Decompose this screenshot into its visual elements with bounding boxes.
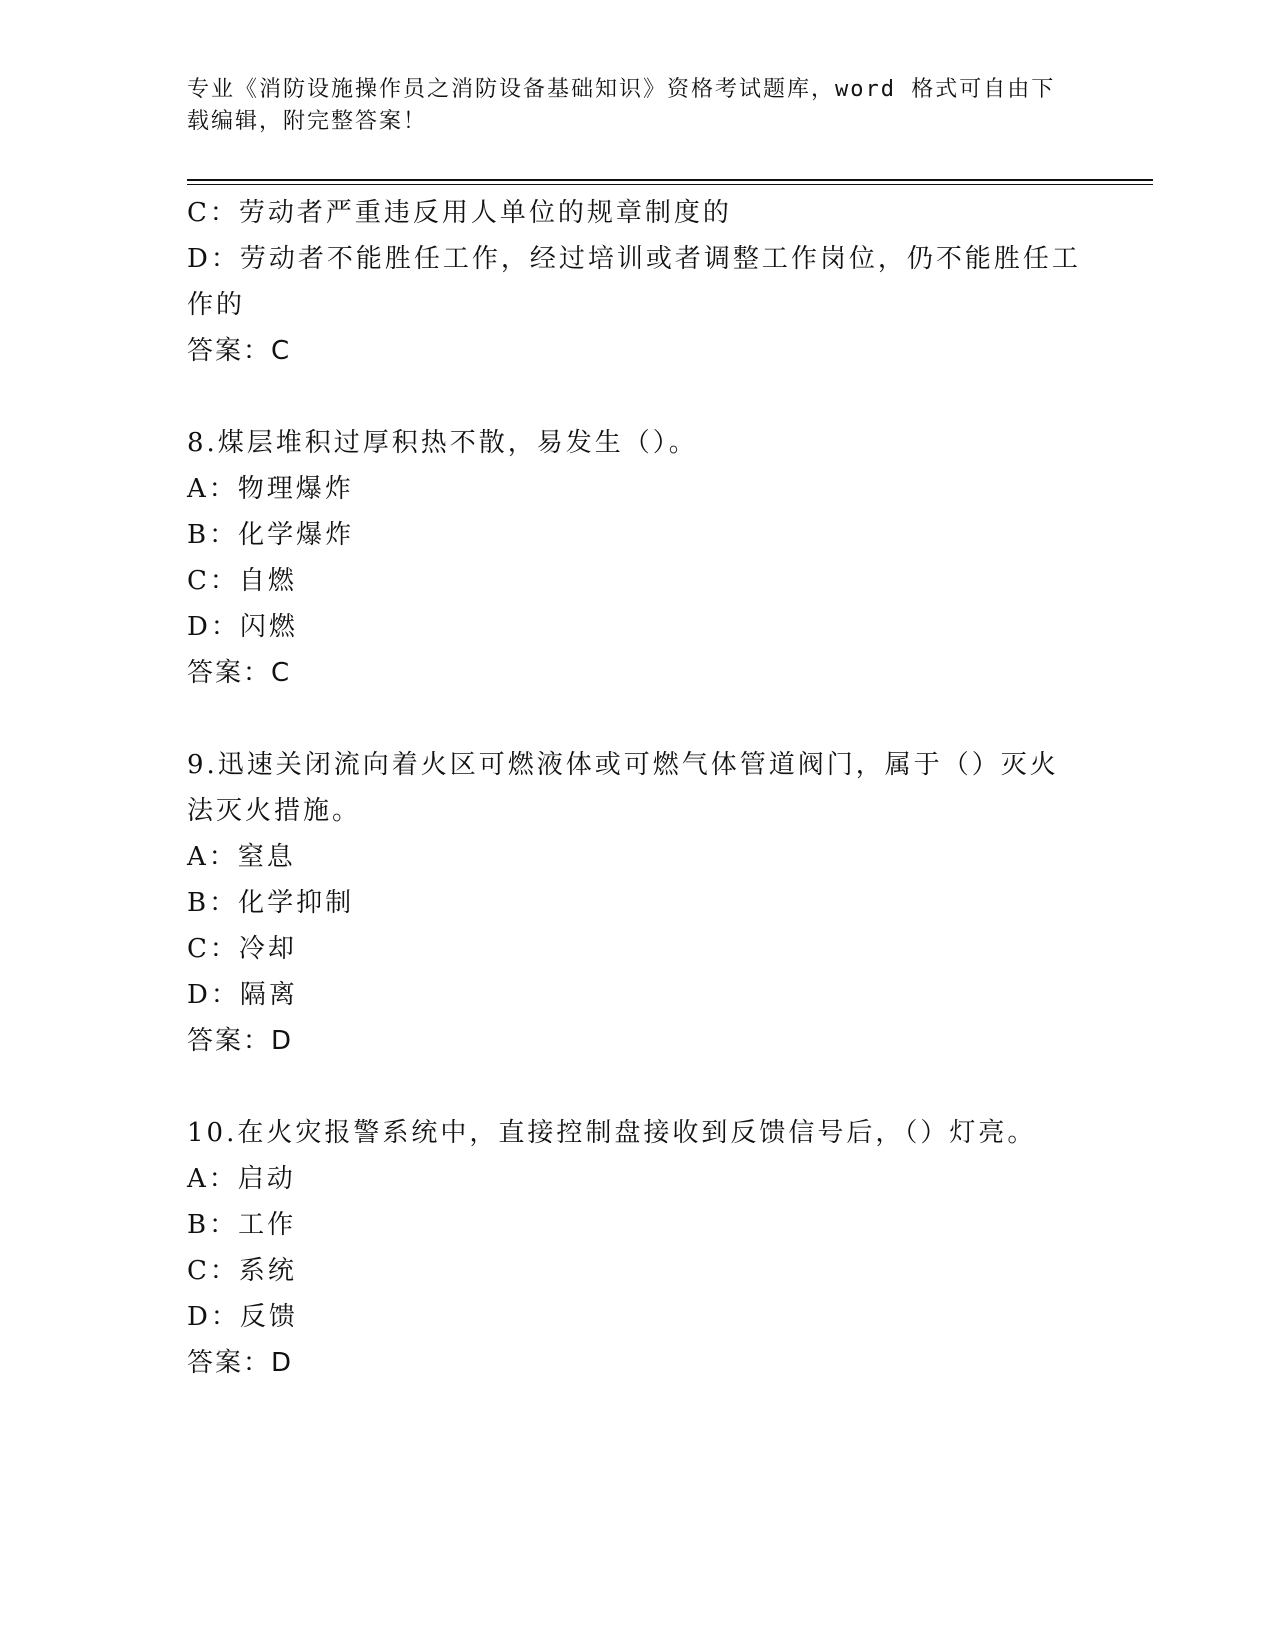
option-b: B：化学抑制 <box>187 888 355 918</box>
option-a: A：物理爆炸 <box>187 474 354 504</box>
question-8 <box>187 420 1087 696</box>
spacer <box>187 696 1087 742</box>
option-c: C：冷却 <box>187 934 297 964</box>
header-divider-thin <box>187 184 1153 185</box>
previous-question-tail <box>187 190 1087 374</box>
spacer <box>187 374 1087 420</box>
spacer <box>187 1064 1087 1110</box>
answer-line: 答案：D <box>187 1026 294 1056</box>
option-d: D：反馈 <box>187 1302 298 1332</box>
option-c: C：劳动者严重违反用人单位的规章制度的 <box>187 198 732 228</box>
question-stem-continued: 法灭火措施。 <box>187 796 362 826</box>
option-c: C：自燃 <box>187 566 297 596</box>
option-d: D：劳动者不能胜任工作，经过培训或者调整工作岗位，仍不能胜任工 <box>187 244 1081 274</box>
document-header <box>187 74 1067 138</box>
question-content <box>187 190 1087 1386</box>
header-line-1: 专业《消防设施操作员之消防设备基础知识》资格考试题库，word 格式可自由下 <box>187 77 1056 102</box>
option-b: B：化学爆炸 <box>187 520 355 550</box>
option-c: C：系统 <box>187 1256 297 1286</box>
option-a: A：窒息 <box>187 842 296 872</box>
header-divider-thick <box>187 179 1153 181</box>
question-10 <box>187 1110 1087 1386</box>
option-d: D：隔离 <box>187 980 298 1010</box>
question-9 <box>187 742 1087 1064</box>
question-stem: 10.在火灾报警系统中，直接控制盘接收到反馈信号后，（）灯亮。 <box>187 1118 1037 1148</box>
option-b: B：工作 <box>187 1210 297 1240</box>
answer-line: 答案：D <box>187 1348 294 1378</box>
question-stem: 9.迅速关闭流向着火区可燃液体或可燃气体管道阀门，属于（）灭火 <box>187 750 1059 780</box>
answer-line: 答案：C <box>187 658 292 688</box>
option-d-continued: 作的 <box>187 290 246 320</box>
answer-line: 答案：C <box>187 336 292 366</box>
question-stem: 8.煤层堆积过厚积热不散，易发生（）。 <box>187 428 698 458</box>
header-line-2: 载编辑，附完整答案！ <box>187 109 428 134</box>
option-d: D：闪燃 <box>187 612 298 642</box>
option-a: A：启动 <box>187 1164 296 1194</box>
